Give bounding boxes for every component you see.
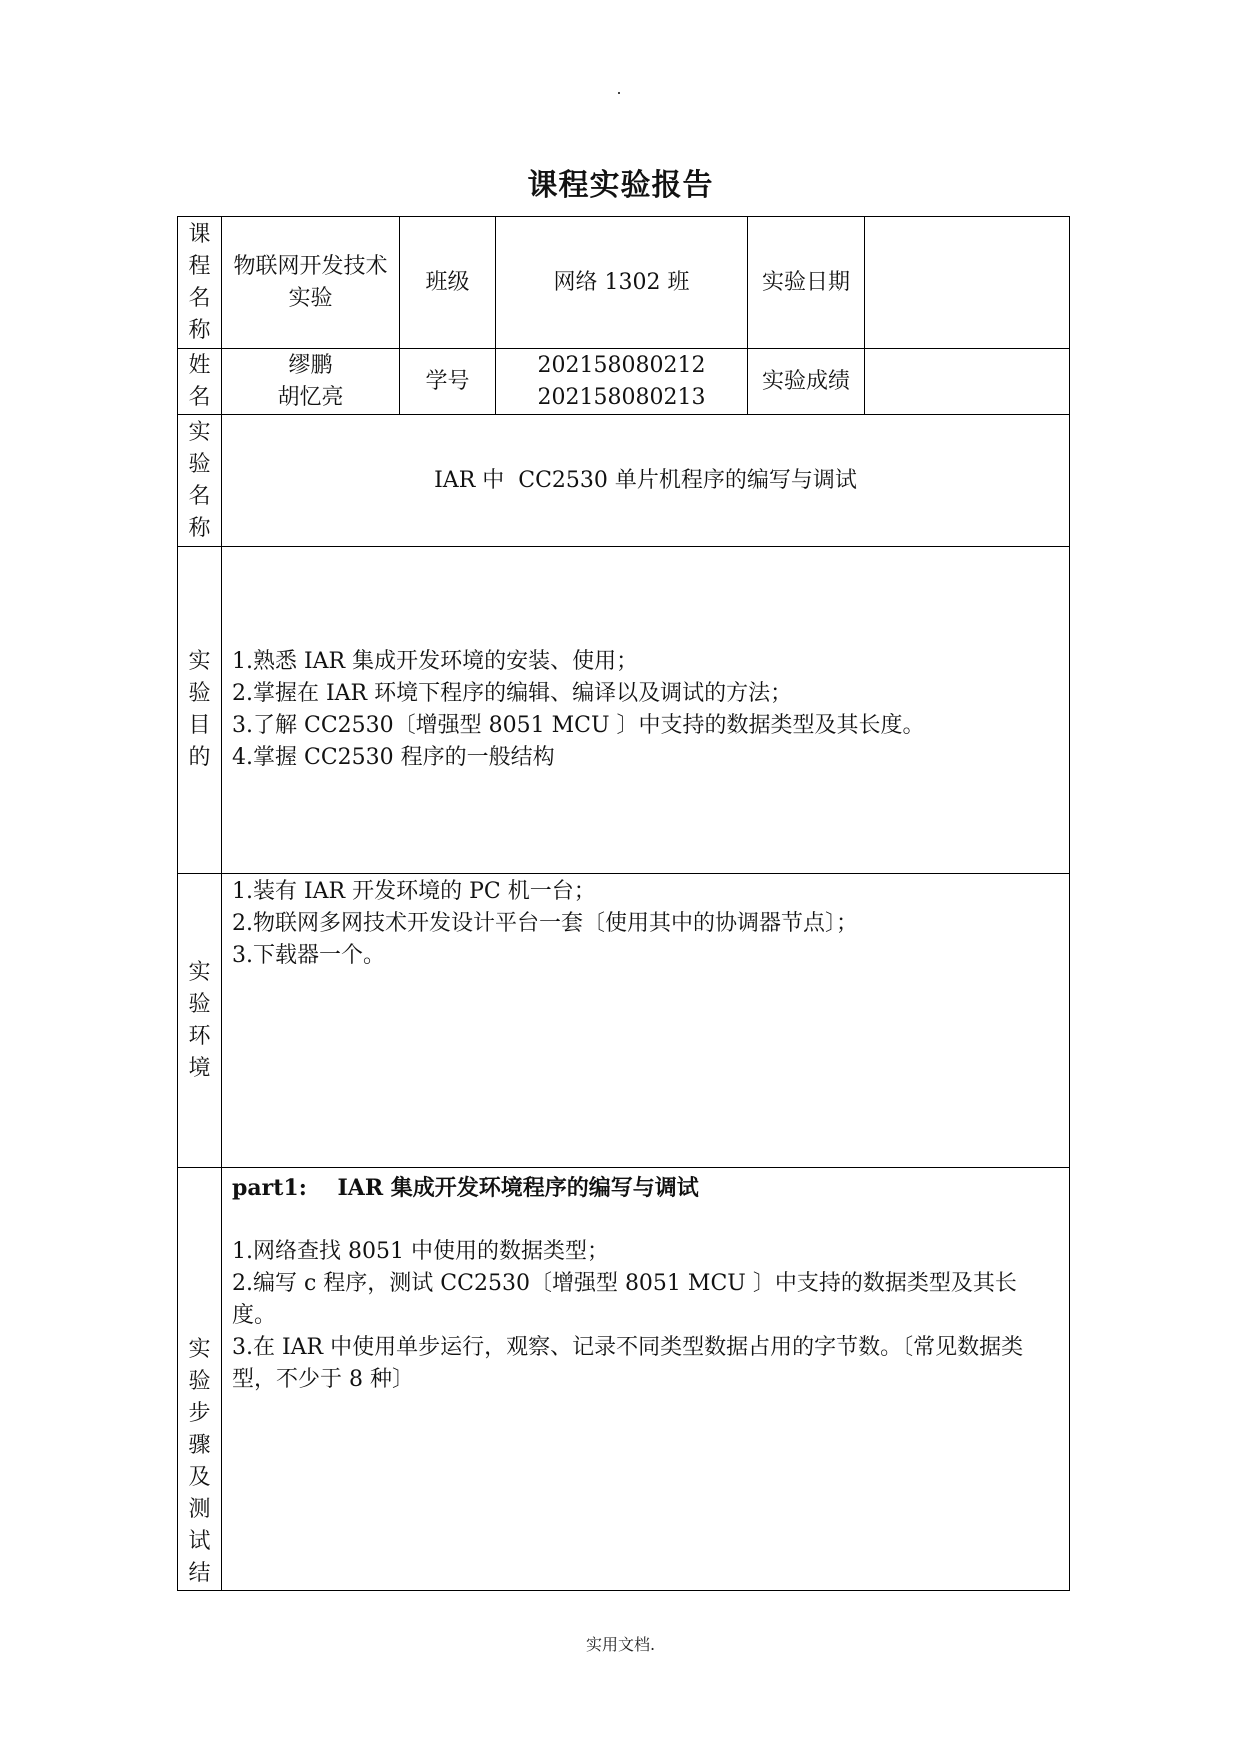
experiment-name-label-char: 称	[188, 515, 211, 541]
class-label: 班级	[400, 217, 496, 349]
purpose-label-char: 验	[188, 681, 211, 706]
student-name: 胡忆亮	[277, 384, 344, 410]
steps-label	[178, 1168, 222, 1591]
student-name: 缪鹏	[288, 352, 333, 378]
student-row	[178, 349, 1070, 415]
steps-label-char: 骤	[188, 1433, 211, 1458]
score-value	[865, 349, 1070, 415]
purpose-label-char: 目	[188, 713, 211, 738]
environment-content	[222, 874, 1070, 1168]
environment-label-char: 实	[188, 959, 211, 985]
purpose-label-char: 实	[188, 649, 211, 674]
steps-label-char: 结	[188, 1561, 211, 1586]
purpose-item: 3.了解 CC2530〔增强型 8051 MCU 〕中支持的数据类型及其长度。	[232, 713, 925, 738]
experiment-name-label	[178, 415, 222, 547]
experiment-name-value: IAR 中 CC2530 单片机程序的编写与调试	[222, 415, 1070, 547]
purpose-label	[178, 547, 222, 874]
student-id: 202158080212	[537, 352, 706, 378]
purpose-item: 4.掌握 CC2530 程序的一般结构	[232, 745, 555, 770]
student-name-label-char: 姓	[188, 352, 211, 378]
steps-label-char: 实	[188, 1337, 211, 1362]
student-ids	[496, 349, 748, 415]
page-footer: 实用文档.	[585, 1635, 656, 1654]
steps-row	[178, 1168, 1070, 1591]
steps-label-char: 步	[188, 1401, 211, 1426]
report-title: 课程实验报告	[527, 168, 714, 203]
purpose-item: 1.熟悉 IAR 集成开发环境的安装、使用；	[232, 649, 639, 674]
course-row	[178, 217, 1070, 349]
course-name-value: 物联网开发技术实验	[222, 217, 400, 349]
student-name-label-char: 名	[188, 384, 211, 410]
purpose-row	[178, 547, 1070, 874]
environment-label-char: 验	[188, 991, 211, 1017]
course-name-label-char: 称	[188, 317, 211, 343]
purpose-item: 2.掌握在 IAR 环境下程序的编辑、编译以及调试的方法；	[232, 681, 793, 706]
environment-row	[178, 874, 1070, 1168]
experiment-name-row	[178, 415, 1070, 547]
student-id: 202158080213	[537, 384, 706, 410]
steps-heading: part1: IAR 集成开发环境程序的编写与调试	[232, 1175, 699, 1201]
steps-item: 3.在 IAR 中使用单步运行，观察、记录不同类型数据占用的字节数。〔常见数据类型，不少于 8 种〕	[232, 1335, 1024, 1392]
score-label: 实验成绩	[748, 349, 865, 415]
header-dot	[618, 92, 620, 94]
environment-label-char: 境	[188, 1055, 211, 1081]
course-name-label	[178, 217, 222, 349]
experiment-name-label-char: 名	[188, 483, 211, 509]
environment-item: 3.下载器一个。	[232, 943, 385, 968]
report-table	[177, 216, 1070, 1591]
steps-label-char: 及	[188, 1465, 211, 1490]
steps-label-char: 验	[188, 1369, 211, 1394]
purpose-content	[222, 547, 1070, 874]
class-value: 网络 1302 班	[496, 217, 748, 349]
steps-item: 1.网络查找 8051 中使用的数据类型；	[232, 1239, 609, 1264]
environment-item: 1.装有 IAR 开发环境的 PC 机一台；	[232, 879, 596, 904]
purpose-label-char: 的	[188, 745, 211, 770]
steps-label-char: 测	[188, 1497, 211, 1522]
course-name-label-char: 名	[188, 285, 211, 311]
experiment-name-label-char: 验	[188, 451, 211, 477]
date-label: 实验日期	[748, 217, 865, 349]
student-id-label: 学号	[400, 349, 496, 415]
course-name-label-char: 程	[188, 253, 211, 279]
steps-content	[222, 1168, 1070, 1591]
steps-label-char: 试	[188, 1529, 211, 1554]
date-value	[865, 217, 1070, 349]
student-name-label	[178, 349, 222, 415]
steps-item: 2.编写 c 程序，测试 CC2530〔增强型 8051 MCU 〕中支持的数据类型及其长度。	[232, 1271, 1017, 1328]
steps-spacer	[232, 1204, 1059, 1236]
environment-item: 2.物联网多网技术开发设计平台一套〔使用其中的协调器节点〕；	[232, 911, 858, 936]
environment-label-char: 环	[188, 1023, 211, 1049]
environment-label	[178, 874, 222, 1168]
experiment-name-label-char: 实	[188, 419, 211, 445]
course-name-label-char: 课	[188, 221, 211, 247]
student-names	[222, 349, 400, 415]
